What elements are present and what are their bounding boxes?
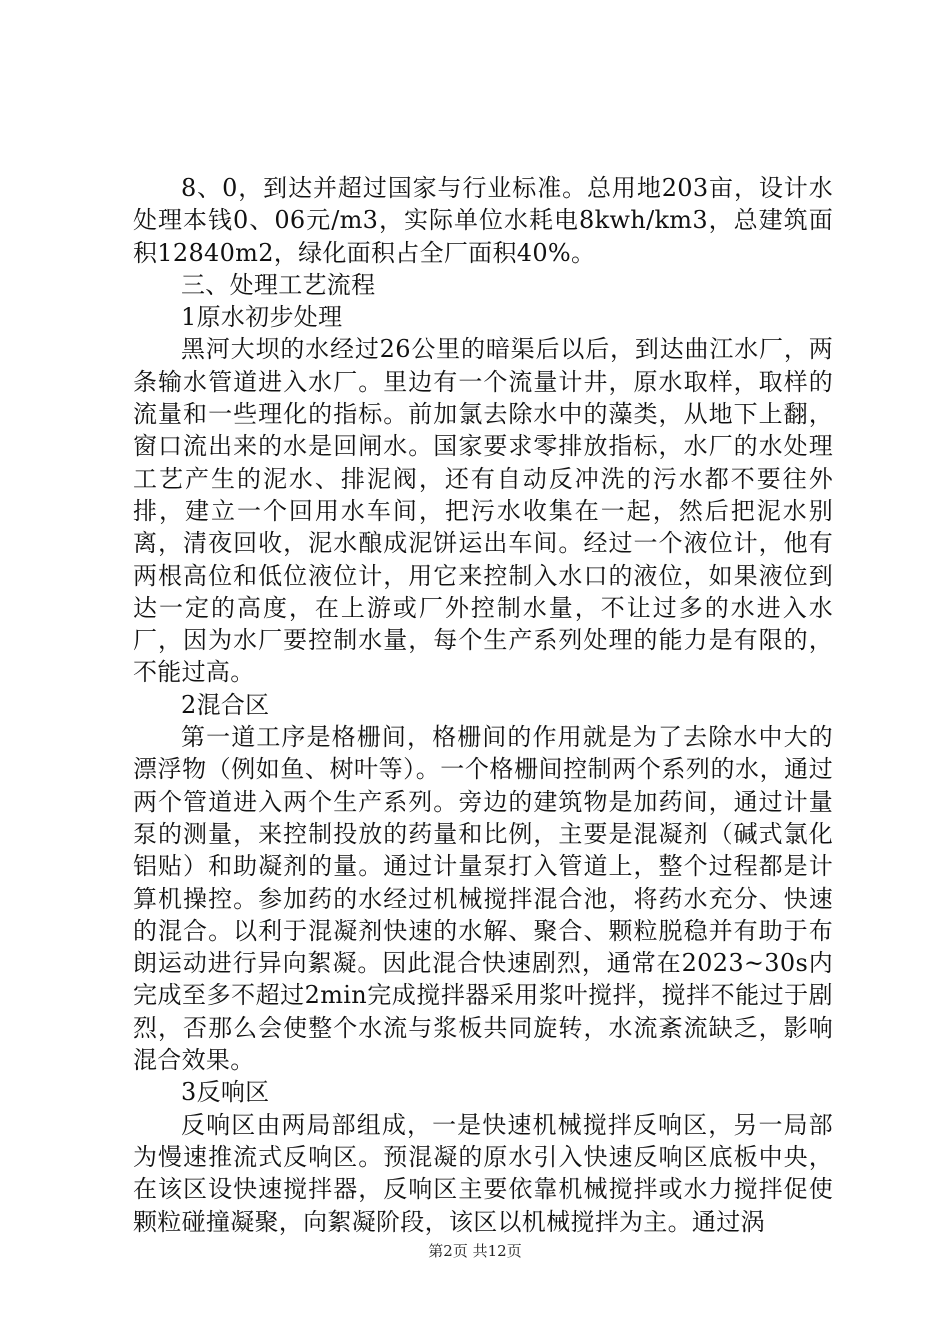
paragraph-mixing-zone: 第一道工序是格栅间，格栅间的作用就是为了去除水中大的漂浮物（例如鱼、树叶等）。一个格栅间控制两个系列的水，通过两个管道进入两个生产系列。旁边的建筑物是加药间，通过计量泵的测量，来控制投放的药量和比例，主要是混凝剂（碱式氯化铝贴）和助凝剂的量。通过计量泵打入管道上，整个过程都是计算机操控。参加药的水经过机械搅拌混合池，将药水充分、快速的混合。以利于混凝剂快速的水解、聚合、颗粒脱稳并有助于布朗运动进行异向絮凝。因此混合快速剧烈，通常在2023~30s内完成至多不超过2min完成搅拌器采用浆叶搅拌，搅拌不能过于剧烈，否那么会使整个水流与浆板共同旋转，水流紊流缺乏，影响混合效果。 [133,723,833,1075]
heading-mixing-zone: 2混合区 [181,690,270,719]
paragraph-raw-water: 黑河大坝的水经过26公里的暗渠后以后，到达曲江水厂，两条输水管道进入水厂。里边有一个流量计井，原水取样，取样的流量和一些理化的指标。前加氯去除水中的藻类，从地下上翻，窗口流出来的水是回闸水。国家要求零排放指标，水厂的水处理工艺产生的泥水、排泥阀，还有自动反冲洗的污水都不要往外排，建立一个回用水车间，把污水收集在一起，然后把泥水别离，清夜回收，泥水酿成泥饼运出车间。经过一个液位计，他有两根高位和低位液位计，用它来控制入水口的液位，如果液位到达一定的高度，在上游或厂外控制水量，不让过多的水进入水厂，因为水厂要控制水量，每个生产系列处理的能力是有限的，不能过高。 [133,335,833,687]
heading-raw-water: 1原水初步处理 [181,303,343,332]
heading-process-flow: 三、处理工艺流程 [181,270,376,299]
document-body [133,172,833,1238]
paragraph-standards: 8、0，到达并超过国家与行业标准。总用地203亩，设计水处理本钱0、06元/m3，实际单位水耗电8kwh/km3，总建筑面积12840m2，绿化面积占全厂面积40%。 [133,174,833,267]
paragraph-reaction-zone: 反响区由两局部组成，一是快速机械搅拌反响区，另一局部为慢速推流式反响区。预混凝的原水引入快速反响区底板中央，在该区设快速搅拌器，反响区主要依靠机械搅拌或水力搅拌促使颗粒碰撞凝聚，向絮凝阶段，该区以机械搅拌为主。通过涡 [133,1110,833,1236]
page-footer: 第2页 共12页 [428,1242,522,1260]
heading-reaction-zone: 3反响区 [181,1078,270,1107]
